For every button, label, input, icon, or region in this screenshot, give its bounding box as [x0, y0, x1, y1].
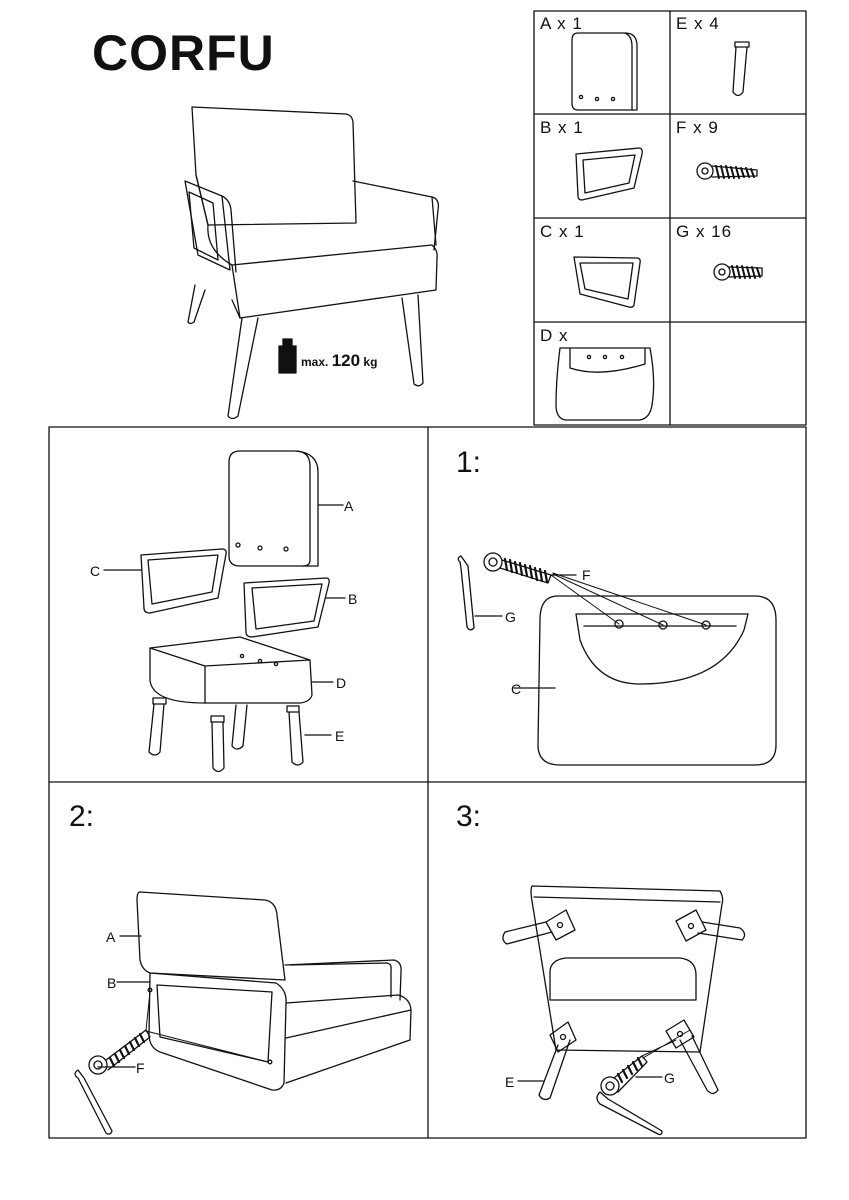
part-f-bolt-drawing — [697, 163, 757, 179]
step-3-number: 3: — [456, 800, 482, 833]
part-label-e: E x 4 — [676, 14, 720, 33]
step1-callout-g: G — [505, 609, 516, 625]
part-g-screw-drawing — [714, 264, 762, 280]
part-label-f: F x 9 — [676, 118, 719, 137]
part-c-armrest-drawing — [574, 257, 640, 307]
callout-c: C — [90, 563, 101, 579]
step1-callout-c: C — [511, 681, 522, 697]
max-load-value: 120 — [331, 351, 361, 370]
callout-e: E — [335, 728, 345, 744]
step2-callout-f: F — [136, 1060, 145, 1076]
assembly-grid — [49, 427, 806, 1138]
exploded-view — [104, 451, 345, 772]
part-label-b: B x 1 — [540, 118, 584, 137]
step2-callout-b: B — [107, 975, 117, 991]
part-label-g: G x 16 — [676, 222, 733, 241]
armchair-overview — [185, 107, 438, 419]
step1-callout-f: F — [582, 567, 591, 583]
part-e-leg-drawing — [733, 42, 749, 96]
callout-a: A — [344, 498, 354, 514]
callout-d: D — [336, 675, 347, 691]
part-a-backrest-drawing — [572, 33, 637, 110]
step2-callout-a: A — [106, 929, 116, 945]
step1-drawing — [458, 553, 776, 765]
step3-callout-g: G — [664, 1070, 675, 1086]
part-label-c: C x 1 — [540, 222, 585, 241]
product-title: CORFU — [92, 25, 275, 81]
step2-drawing — [75, 892, 411, 1134]
part-label-a: A x 1 — [540, 14, 583, 33]
part-b-armrest-drawing — [576, 148, 642, 200]
parts-table — [534, 11, 806, 425]
max-load-unit: kg — [363, 355, 378, 369]
part-d-seat-drawing — [556, 348, 654, 420]
step3-callout-e: E — [505, 1074, 515, 1090]
step-1-number: 1: — [456, 446, 482, 479]
step-2-number: 2: — [69, 800, 95, 833]
max-load-prefix: max. — [301, 355, 329, 369]
callout-b: B — [348, 591, 358, 607]
step3-drawing — [503, 886, 745, 1135]
part-label-d: D x — [540, 326, 569, 345]
